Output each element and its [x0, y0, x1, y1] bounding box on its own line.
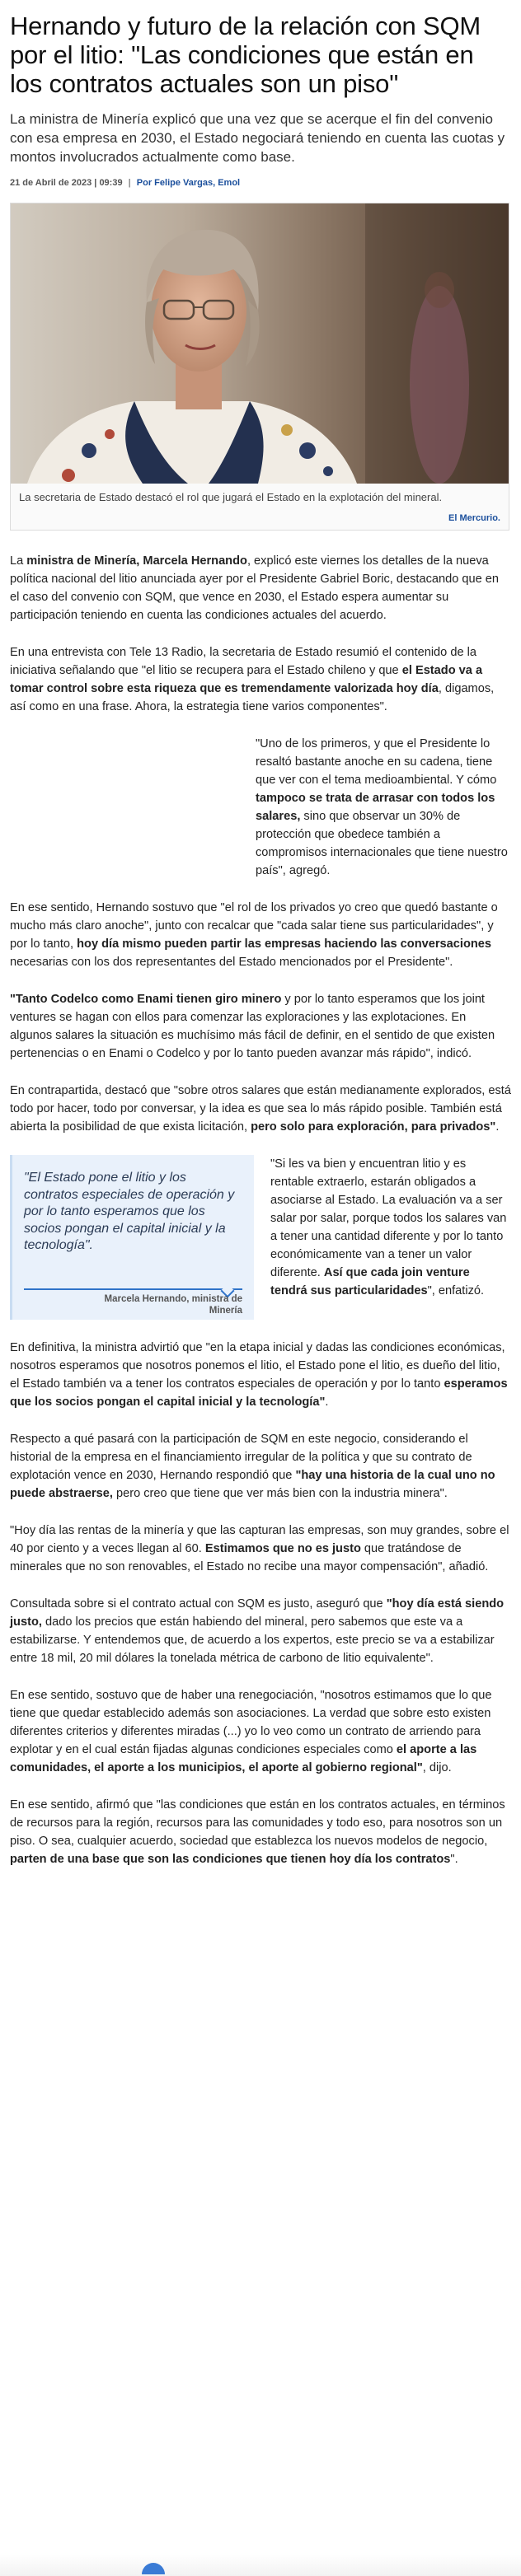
text: y por lo tanto esperamos que los joint ventures se hagan con ellos para comenzar las exploraciones y las explotaciones. En algunos salares la situación es muchísimo más fácil de definir, en el sentido de que existen pertenencias o en Enami o Codelco y por lo tanto pueden avanzar más rápido", indicó.	[10, 993, 495, 1060]
pullquote	[10, 1155, 254, 1320]
byline	[10, 178, 511, 188]
paragraph-3	[10, 899, 511, 971]
byline-separator: |	[128, 178, 131, 188]
paragraph-10	[10, 1686, 511, 1777]
text: "Hoy día las rentas de la minería y que las capturan las empresas, son muy grandes, sobre el 40 por ciento y a veces llegan al 60.	[10, 1524, 509, 1555]
text: ", enfatizó.	[427, 1284, 485, 1297]
bottom-fade	[0, 2555, 521, 2576]
photo-illustration	[11, 203, 509, 484]
paragraph-9	[10, 1595, 511, 1667]
article-photo[interactable]	[11, 203, 509, 484]
text: "Uno de los primeros, y que el Presidente lo resaltó bastante anoche en su cadena, tiene que ver con el tema medioambiental. Y cómo	[256, 737, 497, 787]
text: que tratándose de minerales que no son renovables, el Estado no recibe una mayor compensación", añadió.	[10, 1542, 489, 1573]
bold-text: parten de una base que son las condiciones que tienen hoy día los contratos	[10, 1853, 451, 1866]
paragraph-11	[10, 1796, 511, 1868]
author-link[interactable]: Por Felipe Vargas, Emol	[136, 178, 241, 188]
bold-text: esperamos que los socios pongan el capital inicial y la tecnología"	[10, 1377, 508, 1409]
paragraph-2	[10, 643, 511, 716]
text: En ese sentido, afirmó que "las condiciones que están en los contratos actuales, en términos de recursos para la región, recursos para las comunidades y todo eso, para nosotros son un piso. O sea, cualquier acuerdo, sociedad que establezca los nuevos modelos de negocio,	[10, 1798, 505, 1848]
text: , digamos, así como en una frase. Ahora, la estrategia tiene varios componentes".	[10, 682, 495, 713]
text: En definitiva, la ministra advirtió que "en la etapa inicial y dadas las condiciones económicas, nosotros esperamos que nosotros ponemos el litio, el Estado pone el litio, es dueño del litio, el Estado también va a tener los contratos especiales de operación y por lo tanto	[10, 1341, 505, 1391]
bold-text: el Estado va a tomar control sobre esta riqueza que es tremendamente valorizada hoy día	[10, 664, 483, 695]
bold-text: hoy día mismo pueden partir las empresas haciendo las conversaciones	[77, 937, 492, 951]
paragraph-5	[10, 1082, 511, 1136]
text: Respecto a qué pasará con la participación de SQM en este negocio, considerando el historial de la empresa en el financiamiento irregular de la política y que su contrato de explotación vence en 2030, Hernando respondió que	[10, 1433, 472, 1482]
article-figure	[10, 203, 509, 531]
bold-text: el aporte a las comunidades, el aporte a los municipios, el aporte al gobierno regional"	[10, 1743, 477, 1774]
text: En una entrevista con Tele 13 Radio, la secretaria de Estado resumió el contenido de la iniciativa señalando que "el litio se recupera para el Estado chileno y que	[10, 646, 476, 677]
pullquote-row	[10, 1155, 511, 1320]
paragraph-8	[10, 1522, 511, 1576]
bold-text: "hoy día está siendo justo,	[10, 1597, 505, 1629]
bold-text: ministra de Minería, Marcela Hernando	[26, 554, 247, 568]
text: necesarias con los dos representantes del Estado mencionados por el Presidente".	[10, 956, 453, 969]
text: sino que observar un 30% de protección que obedece también a compromisos internacionales que tiene nuestro país", agregó.	[256, 810, 508, 877]
photo-caption: La secretaria de Estado destacó el rol que jugará el Estado en la explotación del mineral.	[11, 484, 509, 510]
pullquote-text: "El Estado pone el litio y los contratos especiales de operación y por lo tanto esperamos que los socios pongan el capital inicial y la tecnología".	[24, 1171, 235, 1252]
text: .	[495, 1120, 500, 1134]
text: .	[325, 1396, 329, 1409]
bold-text: "Tanto Codelco como Enami tienen giro minero	[10, 993, 282, 1006]
publish-date: 21 de Abril de 2023 | 09:39	[10, 178, 123, 188]
text: "Si les va bien y encuentran litio y es rentable extraerlo, estarán obligados a asociarse al Estado. La evaluación va a ser salar por salar, porque todos los salares van a tener una cantidad diferente y por lo tanto económicamente van a tener un valor diferente.	[270, 1157, 507, 1279]
bold-text: Estimamos que no es justo	[204, 1542, 361, 1555]
bold-text: "hay una historia de la cual uno no puede abstraerse,	[10, 1469, 495, 1500]
quote-text-1	[256, 735, 511, 880]
bold-text: Así que cada join venture tendrá sus particularidades	[270, 1266, 470, 1297]
quote-text-2	[270, 1155, 509, 1320]
article-lead: La ministra de Minería explicó que una vez que se acerque el fin del convenio con esa empresa en 2030, el Estado negociará teniendo en cuenta las cuotas y montos involucrados actualmente como base.	[10, 111, 505, 165]
article-body	[10, 552, 511, 1868]
bold-text: tampoco se trata de arrasar con todos los salares,	[256, 792, 495, 823]
bold-text: pero solo para exploración, para privados"	[251, 1120, 496, 1134]
paragraph-1	[10, 552, 511, 624]
text: pero creo que tiene que ver más bien con la industria minera".	[112, 1487, 448, 1500]
text: La	[10, 554, 27, 568]
paragraph-6	[10, 1339, 511, 1411]
pullquote-author: Marcela Hernando, ministra de Minería	[104, 1294, 242, 1316]
paragraph-7	[10, 1430, 511, 1503]
text: Consultada sobre si el contrato actual con SQM es justo, aseguró que	[10, 1597, 387, 1611]
photo-credit: El Mercurio.	[11, 510, 509, 530]
text: En contrapartida, destacó que "sobre otros salares que están medianamente explorados, está todo por hacer, todo por conversar, y la idea es que sea lo más rápido posible. También está abierta la posibilidad de que exista licitación,	[10, 1084, 511, 1134]
paragraph-4	[10, 990, 511, 1063]
quote-block-1	[10, 735, 511, 880]
text: En ese sentido, Hernando sostuvo que "el rol de los privados yo creo que quedó bastante o mucho más claro anoche", junto con recalcar que "cada salar tiene sus particularidades", y por lo tanto,	[10, 901, 498, 951]
text: ".	[450, 1853, 458, 1866]
pullquote-rule	[24, 1288, 242, 1290]
article-headline: Hernando y futuro de la relación con SQM por el litio: "Las condiciones que están en los contratos actuales son un piso"	[10, 12, 481, 98]
text: , explicó este viernes los detalles de la nueva política nacional del litio anunciada ayer por el Presidente Gabriel Boric, destacando que en el caso del convenio con SQM, que vence en 2030, el Estado espera aumentar su participación teniendo en cuenta las condiciones actuales del acuerdo.	[10, 554, 500, 622]
text: En ese sentido, sostuvo que de haber una renegociación, "nosotros estimamos que lo que tiene que quedar establecido además son asociaciones. La verdad que sobre esto existen diferentes criterios y diferentes miradas (...) yo lo veo como un contrato de arriendo para explotar y en el cual están fijadas algunas condiciones especiales como	[10, 1689, 492, 1756]
text: dado los precios que están habiendo del mineral, pero sabemos que este va a estabilizarse. Y entendemos que, de acuerdo a los expertos, este precio se va a estabilizar entre 18 mil, 20 mil dólares la tonelada métrica de carbono de litio equivalente".	[10, 1615, 495, 1665]
text: , dijo.	[422, 1761, 452, 1774]
